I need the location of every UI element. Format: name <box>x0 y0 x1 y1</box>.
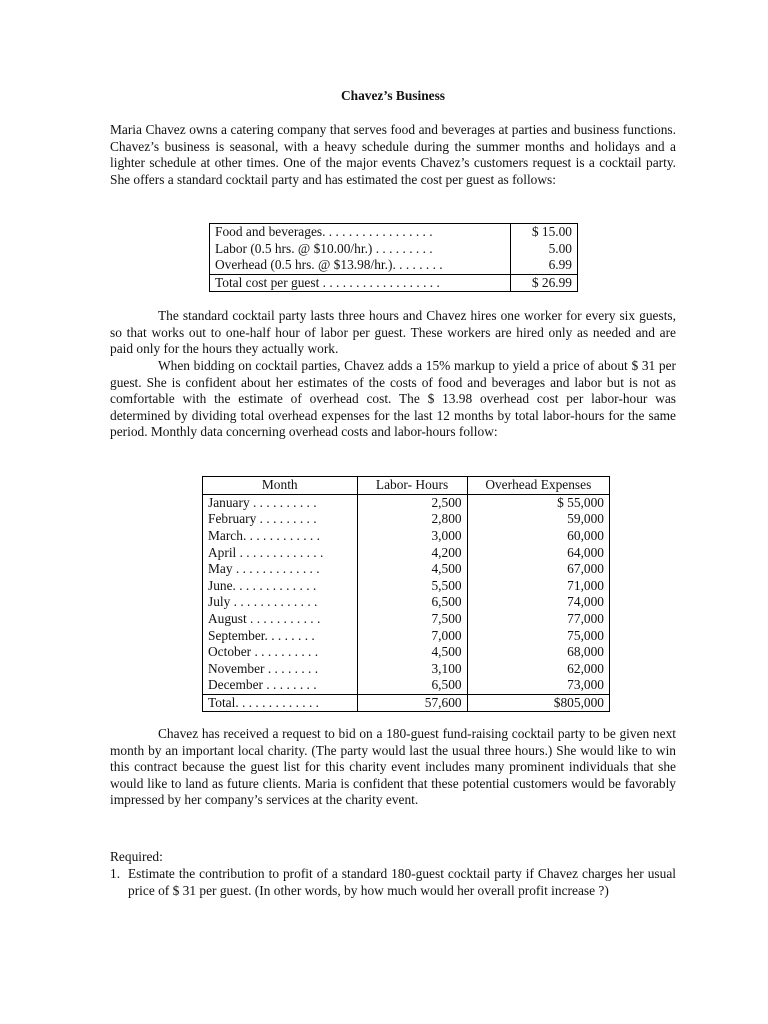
document-title: Chavez’s Business <box>340 88 446 103</box>
header-labor-hours: Labor- Hours <box>357 477 467 495</box>
monthly-overhead-table <box>202 476 610 712</box>
overhead-expenses-cell: 74,000 <box>467 594 609 611</box>
labor-hours-cell: 4,500 <box>357 561 467 578</box>
month-cell: June. . . . . . . . . . . . . <box>203 578 358 595</box>
month-cell: October . . . . . . . . . . <box>203 644 358 661</box>
cost-label: Overhead (0.5 hrs. @ $13.98/hr.). . . . . . . . <box>210 257 511 274</box>
overhead-expenses-cell: 75,000 <box>467 627 609 644</box>
table-row <box>203 511 610 528</box>
labor-hours-cell: 3,100 <box>357 661 467 678</box>
month-cell: July . . . . . . . . . . . . . <box>203 594 358 611</box>
required-item-number: 1. <box>110 866 121 881</box>
required-heading: Required: <box>110 849 163 864</box>
labor-hours-cell: 4,500 <box>357 644 467 661</box>
cost-per-guest-table <box>209 223 578 292</box>
total-expenses: $805,000 <box>467 694 609 712</box>
table-row <box>203 544 610 561</box>
table-row <box>203 627 610 644</box>
cost-total-row <box>210 274 578 292</box>
cost-row <box>210 241 578 258</box>
cost-label: Labor (0.5 hrs. @ $10.00/hr.) . . . . . . . . . <box>210 241 511 258</box>
table-row <box>203 561 610 578</box>
cost-total-label: Total cost per guest . . . . . . . . . . . . . . . . . . <box>210 274 511 292</box>
labor-hours-cell: 2,500 <box>357 494 467 511</box>
table-header-row <box>203 477 610 495</box>
overhead-expenses-cell: 68,000 <box>467 644 609 661</box>
monthly-total-row <box>203 694 610 712</box>
cost-row <box>210 224 578 241</box>
labor-hours-cell: 7,000 <box>357 627 467 644</box>
month-cell: August . . . . . . . . . . . <box>203 611 358 628</box>
labor-paragraph: The standard cocktail party lasts three hours and Chavez hires one worker for every six guests, so that works out to one-half hour of labor per guest. These workers are hired only as needed and are paid only for the hours they actually work. <box>110 308 676 357</box>
overhead-expenses-cell: 73,000 <box>467 677 609 694</box>
labor-hours-cell: 4,200 <box>357 544 467 561</box>
total-hours: 57,600 <box>357 694 467 712</box>
table-row <box>203 677 610 694</box>
intro-paragraph: Maria Chavez owns a catering company that serves food and beverages at parties and business functions. Chavez’s business is seasonal, with a heavy schedule during the summer months and holidays and a lighter schedule at other times. One of the major events Chavez’s customers request is a cocktail party. She offers a standard cocktail party and has estimated the cost per guest as follows: <box>110 122 676 187</box>
table-row <box>203 661 610 678</box>
header-overhead-expenses: Overhead Expenses <box>467 477 609 495</box>
table-row <box>203 528 610 545</box>
total-label: Total. . . . . . . . . . . . . <box>203 694 358 712</box>
cost-amount: 5.00 <box>511 241 578 258</box>
table-row <box>203 594 610 611</box>
labor-hours-cell: 5,500 <box>357 578 467 595</box>
table-row <box>203 494 610 511</box>
month-cell: December . . . . . . . . <box>203 677 358 694</box>
overhead-expenses-cell: $ 55,000 <box>467 494 609 511</box>
overhead-expenses-cell: 67,000 <box>467 561 609 578</box>
overhead-expenses-cell: 77,000 <box>467 611 609 628</box>
month-cell: April . . . . . . . . . . . . . <box>203 544 358 561</box>
labor-hours-cell: 3,000 <box>357 528 467 545</box>
cost-label: Food and beverages. . . . . . . . . . . . . . . . . <box>210 224 511 241</box>
overhead-expenses-cell: 60,000 <box>467 528 609 545</box>
labor-hours-cell: 6,500 <box>357 677 467 694</box>
cost-row <box>210 257 578 274</box>
labor-hours-cell: 2,800 <box>357 511 467 528</box>
header-month: Month <box>203 477 358 495</box>
cost-amount: $ 15.00 <box>511 224 578 241</box>
cost-amount: 6.99 <box>511 257 578 274</box>
overhead-expenses-cell: 59,000 <box>467 511 609 528</box>
cost-total-amount: $ 26.99 <box>511 274 578 292</box>
month-cell: March. . . . . . . . . . . . <box>203 528 358 545</box>
table-row <box>203 644 610 661</box>
overhead-expenses-cell: 71,000 <box>467 578 609 595</box>
overhead-expenses-cell: 62,000 <box>467 661 609 678</box>
table-row <box>203 611 610 628</box>
overhead-expenses-cell: 64,000 <box>467 544 609 561</box>
charity-paragraph: Chavez has received a request to bid on a 180-guest fund-raising cocktail party to be given next month by an important local charity. (The party would last the usual three hours.) She would like to win this contract because the guest list for this charity event includes many prominent individuals that she would like to land as future clients. Maria is confident that these potential customers would be favorably impressed by her company’s services at the charity event. <box>110 726 676 808</box>
table-row <box>203 578 610 595</box>
labor-hours-cell: 6,500 <box>357 594 467 611</box>
bidding-paragraph: When bidding on cocktail parties, Chavez adds a 15% markup to yield a price of about $ 31 per guest. She is confident about her estimates of the costs of food and beverages and labor but is not as comfortable with the estimate of overhead cost. The $ 13.98 overhead cost per labor-hour was determined by dividing total overhead expenses for the last 12 months by total labor-hours for the same period. Monthly data concerning overhead costs and labor-hours follow: <box>110 358 676 440</box>
labor-hours-cell: 7,500 <box>357 611 467 628</box>
month-cell: November . . . . . . . . <box>203 661 358 678</box>
month-cell: January . . . . . . . . . . <box>203 494 358 511</box>
month-cell: May . . . . . . . . . . . . . <box>203 561 358 578</box>
month-cell: September. . . . . . . . <box>203 627 358 644</box>
required-item-text: Estimate the contribution to profit of a standard 180-guest cocktail party if Chavez charges her usual price of $ 31 per guest. (In other words, by how much would her overall profit increase ?) <box>128 866 676 898</box>
month-cell: February . . . . . . . . . <box>203 511 358 528</box>
